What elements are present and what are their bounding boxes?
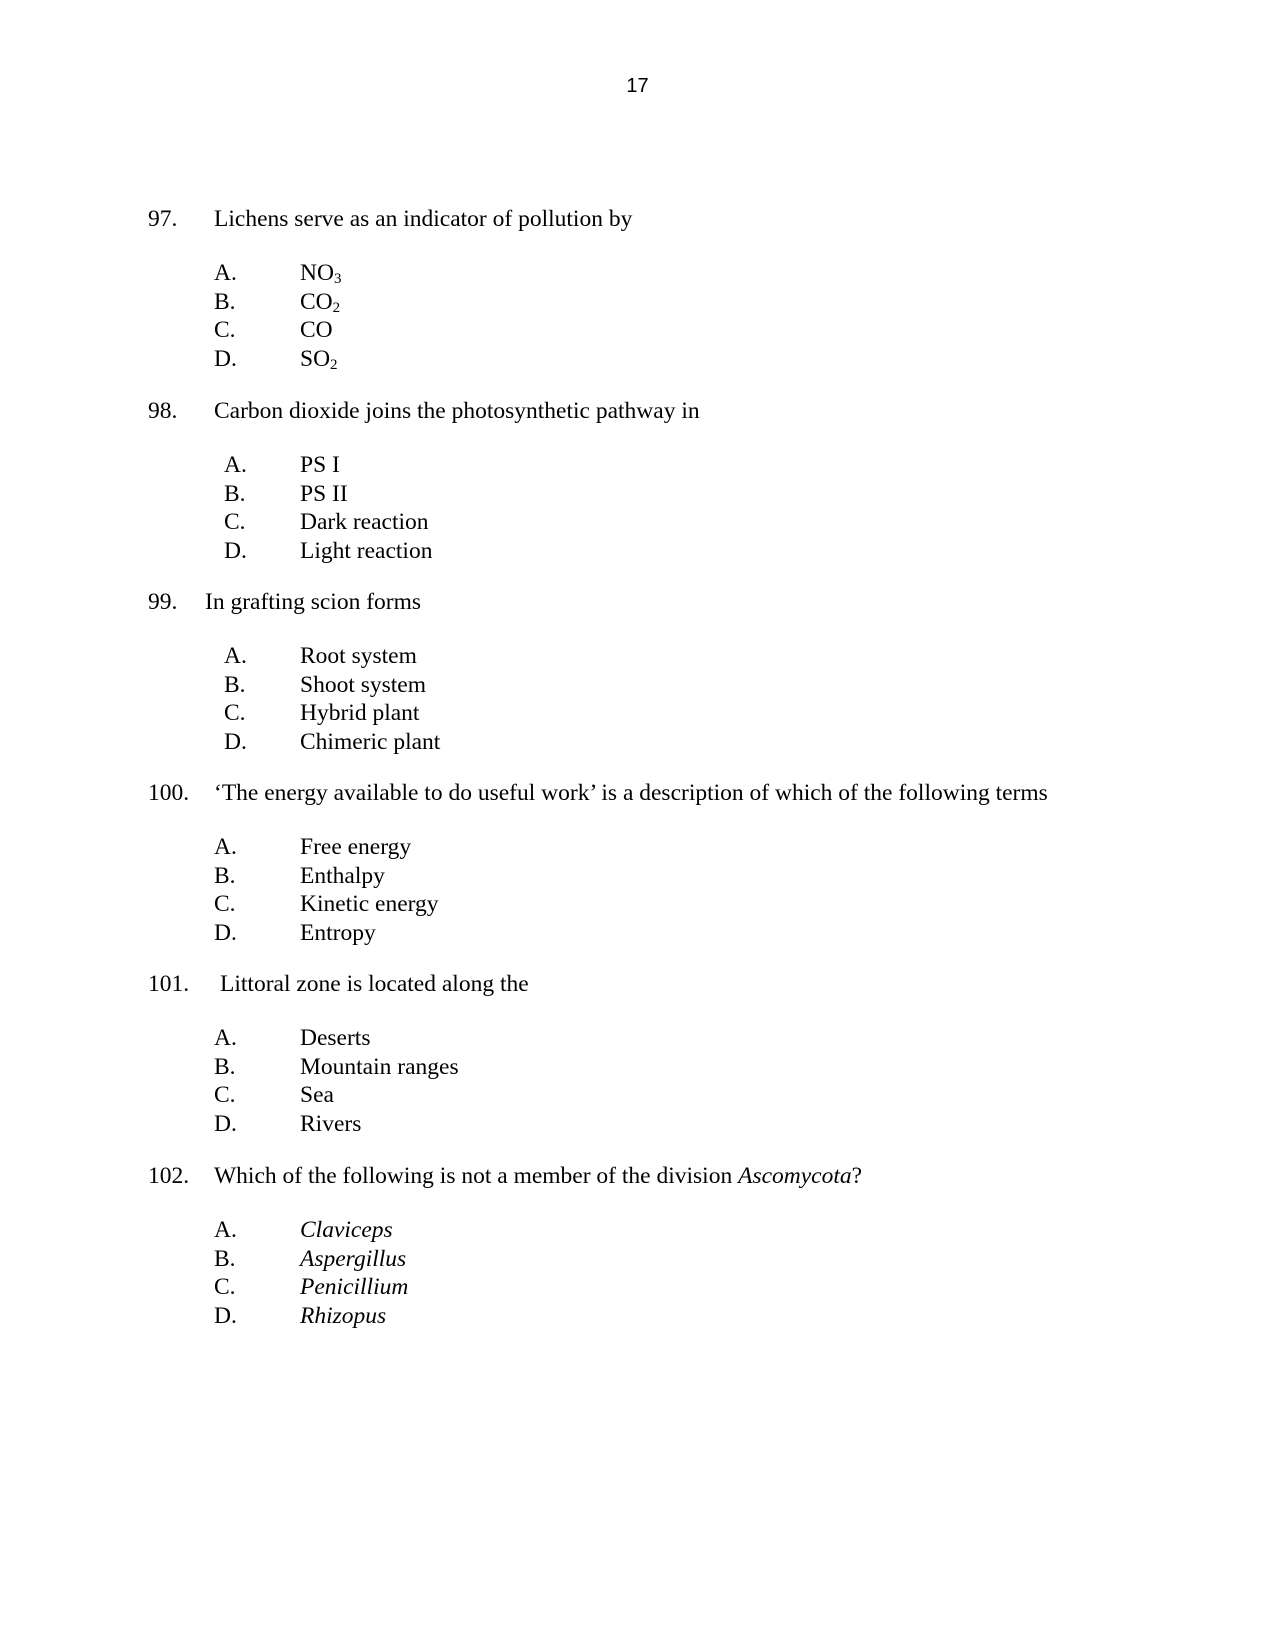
option-letter: D. [214, 1302, 237, 1329]
question-102 [148, 1161, 1228, 1330]
option-letter: B. [214, 1053, 236, 1080]
option-text: Dark reaction [300, 509, 429, 536]
option-text: PS I [300, 452, 340, 478]
option-list [148, 1024, 1228, 1138]
option-text: Root system [300, 643, 417, 669]
option-a [148, 642, 1228, 671]
option-a [148, 833, 1228, 862]
option-list [148, 642, 1228, 756]
option-text: Shoot system [300, 671, 427, 698]
option-c [148, 699, 1228, 728]
option-a [148, 259, 1228, 288]
question-number: 101. [148, 971, 190, 997]
option-letter: A. [214, 834, 237, 860]
question-97 [148, 204, 1228, 373]
option-c [148, 890, 1228, 919]
question-text: ‘The energy available to do useful work’ is a description of which of the following terms [214, 780, 1048, 806]
option-d [148, 728, 1228, 757]
option-text: $NO_3$ [300, 260, 342, 287]
option-letter: D. [224, 728, 247, 755]
option-text: CO [300, 317, 333, 344]
option-b [148, 671, 1228, 700]
option-a [148, 1024, 1228, 1053]
option-b [148, 862, 1228, 891]
option-list [148, 451, 1228, 565]
option-letter: C. [224, 509, 246, 536]
option-b [148, 480, 1228, 509]
option-text: Sea [300, 1082, 334, 1109]
option-text: Entropy [300, 919, 376, 946]
question-text: Lichens serve as an indicator of pollution by [214, 206, 633, 232]
option-text: Rivers [300, 1110, 362, 1137]
option-text: Penicillium [300, 1274, 409, 1301]
option-d [148, 919, 1228, 948]
option-text: Rhizopus [300, 1302, 387, 1329]
option-text: Chimeric plant [300, 728, 441, 755]
option-text: Claviceps [300, 1217, 393, 1243]
question-line [148, 396, 1228, 426]
option-b [148, 1053, 1228, 1082]
question-line [148, 778, 1228, 808]
question-text: Carbon dioxide joins the photosynthetic pathway in [214, 398, 700, 424]
option-text: Mountain ranges [300, 1053, 459, 1080]
option-letter: A. [214, 1217, 237, 1243]
option-letter: A. [214, 1025, 237, 1051]
question-100 [148, 778, 1228, 947]
option-c [148, 1081, 1228, 1110]
option-text: Free energy [300, 834, 412, 860]
question-101 [148, 969, 1228, 1138]
option-c [148, 1273, 1228, 1302]
question-line [148, 969, 1228, 999]
question-99 [148, 587, 1228, 756]
option-text: Kinetic energy [300, 891, 439, 918]
option-a [148, 1216, 1228, 1245]
option-d [148, 345, 1228, 374]
option-letter: A. [224, 452, 247, 478]
division-name: Ascomycota [738, 1163, 852, 1189]
question-text: In grafting scion forms [205, 589, 422, 615]
question-number: 100. [148, 780, 190, 806]
option-letter: B. [214, 288, 236, 315]
option-letter: D. [214, 1110, 237, 1137]
option-a [148, 451, 1228, 480]
option-b [148, 1245, 1228, 1274]
option-text: Aspergillus [300, 1245, 407, 1272]
option-letter: B. [214, 862, 236, 889]
question-text: Littoral zone is located along the [220, 971, 529, 997]
question-line [148, 587, 1228, 617]
option-letter: D. [224, 537, 247, 564]
option-d [148, 1302, 1228, 1331]
option-letter: B. [224, 480, 246, 507]
option-letter: D. [214, 919, 237, 946]
option-text: $CO_2$ [300, 288, 341, 316]
question-text: Which of the following is not a member of the division Ascomycota? [214, 1163, 863, 1189]
question-number: 98. [148, 398, 178, 424]
option-c [148, 508, 1228, 537]
question-number: 97. [148, 206, 178, 232]
option-list [148, 833, 1228, 947]
option-text: Enthalpy [300, 862, 385, 889]
option-list [148, 1216, 1228, 1330]
option-letter: B. [224, 671, 246, 698]
option-letter: C. [214, 891, 236, 918]
option-text: Deserts [300, 1025, 371, 1051]
option-text: Hybrid plant [300, 700, 420, 727]
option-d [148, 1110, 1228, 1139]
option-text: PS II [300, 480, 348, 507]
option-letter: A. [214, 260, 237, 286]
option-text: Light reaction [300, 537, 433, 564]
option-letter: C. [214, 317, 236, 344]
question-98 [148, 396, 1228, 565]
option-b [148, 288, 1228, 317]
question-number: 102. [148, 1163, 190, 1189]
question-number: 99. [148, 589, 178, 615]
option-text: $SO_2$ [300, 345, 338, 373]
option-letter: D. [214, 345, 237, 372]
option-letter: C. [214, 1274, 236, 1301]
page-number: 17 [626, 75, 649, 97]
option-letter: B. [214, 1245, 236, 1272]
option-letter: C. [224, 700, 246, 727]
question-line [148, 204, 1228, 234]
option-letter: C. [214, 1082, 236, 1109]
question-line [148, 1161, 1228, 1191]
option-letter: A. [224, 643, 247, 669]
option-d [148, 537, 1228, 566]
option-list [148, 259, 1228, 373]
option-c [148, 316, 1228, 345]
